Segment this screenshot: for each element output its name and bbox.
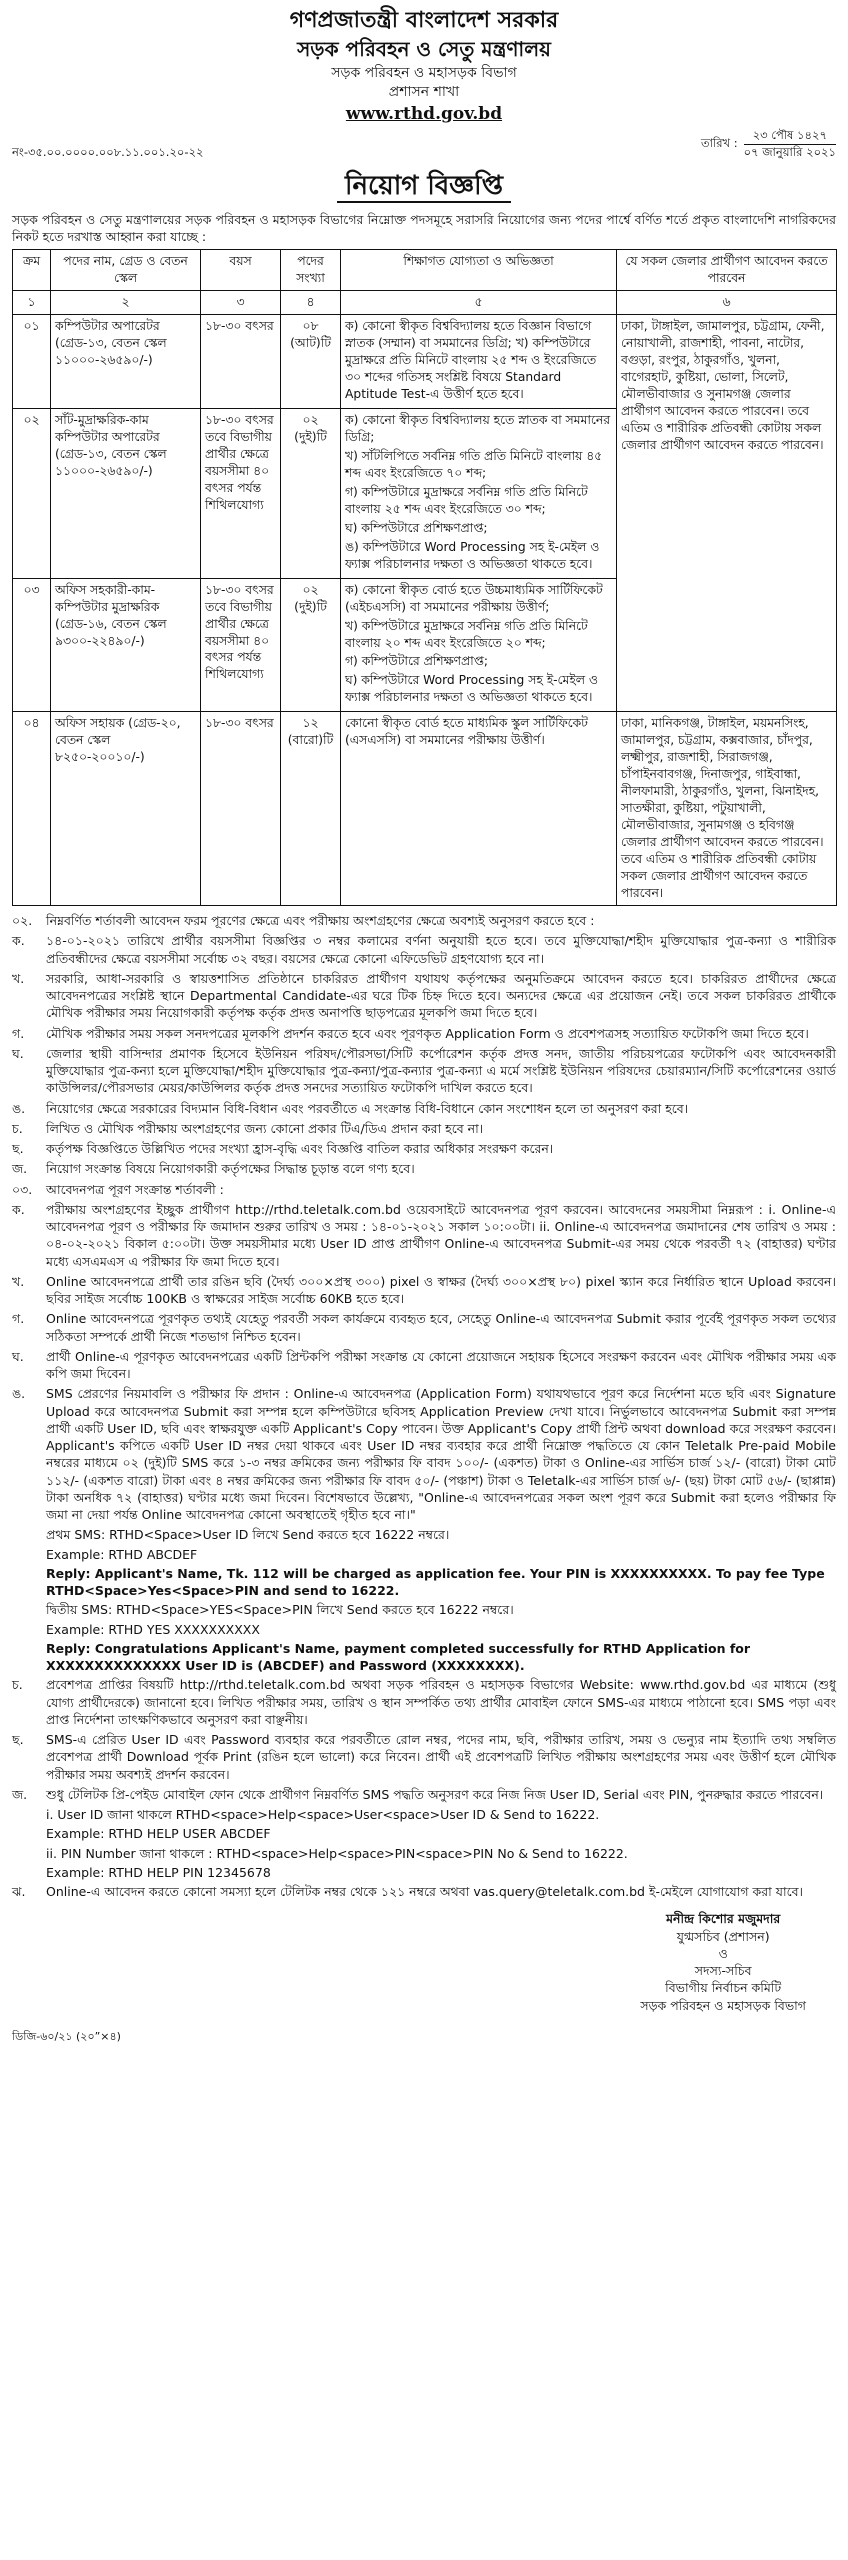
column-number: ৫ bbox=[341, 291, 617, 315]
term-item bbox=[12, 1883, 836, 1900]
column-header: ক্রম bbox=[13, 250, 51, 291]
term-text: জেলার স্থায়ী বাসিন্দার প্রমাণক হিসেবে ইউনিয়ন পরিষদ/পৌরসভা/সিটি কর্পোরেশন কর্তৃক প্রদত্ত সনদ, জাতীয় পরিচয়পত্রের ফটোকপি এবং আবেদনকারী মুক্তিযোদ্ধার পুত্র-কন্যা হলে মুক্তিযোদ্ধা/শহীদ মুক্তিযোদ্ধার পুত্র-কন্যা/পুত্র-কন্যার পুত্র-কন্যা এ মর্মে সংশ্লিষ্ট ইউনিয়ন পরিষদের চেয়ারম্যান/সিটি কর্পোরেশনের ওয়ার্ড কাউন্সিলর/পৌরসভার মেয়র/কাউন্সিলর কর্তৃক প্রদত্ত সনদের সত্যায়িত ফটোকপি দাখিল করতে হবে। bbox=[46, 1045, 836, 1096]
row-post-name: কম্পিউটার অপারেটর (গ্রেড-১৩, বেতন স্কেল ১১০০০-২৬৫৯০/-) bbox=[51, 315, 201, 409]
section-title: প্রশাসন শাখা bbox=[388, 84, 460, 101]
row-serial: ০১ bbox=[13, 315, 51, 409]
term-text: Online-এ আবেদন করতে কোনো সমস্যা হলে টেলিটক নম্বর থেকে ১২১ নম্বরে অথবা vas.query@teletalk.com.bd ই-মেইলে যোগাযোগ করা যাবে। bbox=[46, 1884, 804, 1900]
term-label: ঘ. bbox=[12, 1348, 24, 1364]
term-label: খ. bbox=[12, 970, 25, 986]
sms-line: Example: RTHD HELP PIN 12345678 bbox=[46, 1864, 271, 1880]
column-header: বয়স bbox=[201, 250, 281, 291]
term-label: জ. bbox=[12, 1161, 28, 1177]
row-districts: ঢাকা, মানিকগঞ্জ, টাঙ্গাইল, ময়মনসিংহ, জামালপুর, চট্টগ্রাম, কক্সবাজার, চাঁদপুর, লক্ষ্মীপুর, রাজশাহী, সিরাজগঞ্জ, চাঁপাইনবাবগঞ্জ, দিনাজপুর, গাইবান্ধা, নীলফামারী, ঠাকুরগাঁও, খুলনা, ঝিনাইদহ, সাতক্ষীরা, কুষ্টিয়া, পটুয়াখালী, মৌলভীবাজার, সুনামগঞ্জ ও হবিগঞ্জ জেলার প্রার্থীগণ আবেদন করতে পারবেন। তবে এতিম ও শারীরিক প্রতিবন্ধী কোটায় সকল জেলার প্রার্থীগণ আবেদন করতে পারবেন। bbox=[617, 712, 837, 906]
qualification-line: ঙ) কম্পিউটারে Word Processing সহ ই-মেইল ও ফ্যাক্স পরিচালনার দক্ষতা ও অভিজ্ঞতা থাকতে হবে। bbox=[345, 539, 600, 571]
term-label: ক. bbox=[12, 1201, 25, 1217]
table-row bbox=[13, 315, 837, 409]
row-serial: ০৩ bbox=[13, 578, 51, 712]
term-item bbox=[12, 1385, 836, 1523]
notice-title: নিয়োগ বিজ্ঞপ্তি bbox=[12, 169, 836, 205]
sms-line: ii. PIN Number জানা থাকলে : RTHD<space>Help<space>PIN<space>PIN No & Send to 16222. bbox=[46, 1845, 628, 1861]
term-label: গ. bbox=[12, 1025, 25, 1041]
term-text: SMS প্রেরণের নিয়মাবলি ও পরীক্ষার ফি প্রদান : Online-এ আবেদনপত্র (Application Form) যথাযথভাবে পূরণ করে নির্দেশনা মতে ছবি এবং Signature Upload করে আবেদনপত্র Submit করা সম্পন্ন হলে কম্পিউটারে ছবিসহ Application Preview দেখা যাবে। নির্ভুলভাবে আবেদনপত্র Submit করা সম্পন্ন প্রার্থী একটি User ID, ছবি এবং স্বাক্ষরযুক্ত একটি Applicant's Copy পাবেন। উক্ত Applicant's Copy প্রার্থী প্রিন্ট অথবা download করে সংরক্ষণ করবেন। Applicant's কপিতে একটি User ID নম্বর দেয়া থাকবে এবং User ID নম্বর ব্যবহার করে প্রার্থী নিম্নোক্ত পদ্ধতিতে যে কোন Teletalk Pre-paid Mobile নম্বরের মাধ্যমে ০২ (দুই)টি SMS করে ১-৩ নম্বর ক্রমিকের জন্য পরীক্ষার ফি বাবদ ১০০/- (একশত) টাকা ও Online-এর সার্ভিস চার্জ ১২/- (বারো) টাকা মোট ১১২/- (একশত বারো) টাকা এবং ৪ নম্বর ক্রমিকের জন্য পরীক্ষার ফি বাবদ ৫০/- (পঞ্চাশ) টাকা ও Teletalk-এর সার্ভিস চার্জ ৬/- (ছয়) টাকা মোট ৫৬/- (ছাপ্পান্ন) টাকা অনধিক ৭২ (বাহাত্তর) ঘণ্টার মধ্যে জমা দিবেন। বিশেষভাবে উল্লেখ্য, "Online-এ আবেদনপত্রের সকল অংশ পূরণ করে Submit করা হলেও পরীক্ষার ফি জমা না দেয়া পর্যন্ত Online আবেদনপত্র কোনো অবস্থাতেই গৃহীত হবে না।" bbox=[46, 1386, 836, 1523]
term-label: ০৩. bbox=[12, 1181, 33, 1197]
term-text: SMS-এ প্রেরিত User ID এবং Password ব্যবহার করে পরবর্তীতে রোল নম্বর, পদের নাম, ছবি, পরীক্ষার তারিখ, সময় ও ভেন্যুর নাম ইত্যাদি তথ্য সম্বলিত প্রবেশপত্র প্রার্থী Download পূর্বক Print (রঙিন হলে ভালো) করে নিবেন। প্রার্থী এই প্রবেশপত্রটি লিখিত পরীক্ষায় অংশগ্রহণের সময় এবং উত্তীর্ণ হলে মৌখিক পরীক্ষার সময় অবশ্যই প্রদর্শন করবেন। bbox=[46, 1732, 836, 1782]
term-item bbox=[12, 1348, 836, 1383]
terms-section bbox=[12, 912, 836, 1523]
sms-line: দ্বিতীয় SMS: RTHD<Space>YES<Space>PIN লিখে Send করতে হবে 16222 নম্বরে। bbox=[46, 1602, 514, 1618]
qualification-line: গ) কম্পিউটারে মুদ্রাক্ষরে সর্বনিম্ন গতি প্রতি মিনিটে বাংলায় ২৫ শব্দ এবং ইংরেজিতে ৩০ শব্দ; bbox=[345, 484, 588, 516]
website-link[interactable]: www.rthd.gov.bd bbox=[345, 103, 503, 124]
row-post-name: অফিস সহকারী-কাম-কম্পিউটার মুদ্রাক্ষরিক (গ্রেড-১৬, বেতন স্কেল ৯৩০০-২২৪৯০/-) bbox=[51, 578, 201, 712]
qualification-line: খ) সাঁটলিপিতে সর্বনিম্ন গতি প্রতি মিনিটে বাংলায় ৪৫ শব্দ এবং ইংরেজিতে ৭০ শব্দ; bbox=[345, 448, 603, 480]
term-label: ০২. bbox=[12, 913, 33, 929]
term-label: ঙ. bbox=[12, 1100, 26, 1116]
row-serial: ০২ bbox=[13, 408, 51, 578]
row-age-limit: ১৮-৩০ বৎসর তবে বিভাগীয় প্রার্থীর ক্ষেত্রে বয়সসীমা ৪০ বৎসর পর্যন্ত শিথিলযোগ্য bbox=[201, 408, 281, 578]
term-text: নিম্নবর্ণিত শর্তাবলী আবেদন ফরম পূরণের ক্ষেত্রে এবং পরীক্ষায় অংশগ্রহণের ক্ষেত্রে অবশ্যই অনুসরণ করতে হবে : bbox=[46, 913, 595, 929]
table-row bbox=[13, 712, 837, 906]
column-number: ৩ bbox=[201, 291, 281, 315]
reference-row bbox=[12, 128, 836, 161]
qualification-line: ক) কোনো স্বীকৃত বিশ্ববিদ্যালয় হতে বিজ্ঞান বিভাগে স্নাতক (সম্মান) বা সমমানের ডিগ্রি; খ) কম্পিউটারে মুদ্রাক্ষরে প্রতি মিনিটে বাংলায় ২৫ শব্দ ও ইংরেজিতে ৩০ শব্দের গতিসহ সংশ্লিষ্ট বিষয়ে Standard Aptitude Test-এ উত্তীর্ণ হতে হবে। bbox=[345, 319, 597, 401]
signatory-and: ও bbox=[718, 1945, 728, 1961]
term-text: লিখিত ও মৌখিক পরীক্ষায় অংশগ্রহণের জন্য কোনো প্রকার টিএ/ডিএ প্রদান করা হবে না। bbox=[46, 1120, 484, 1136]
ministry-title: সড়ক পরিবহন ও সেতু মন্ত্রণালয় bbox=[297, 37, 551, 62]
term-item bbox=[12, 1181, 836, 1198]
column-number: ১ bbox=[13, 291, 51, 315]
term-item bbox=[12, 1273, 836, 1308]
row-age-limit: ১৮-৩০ বৎসর bbox=[201, 712, 281, 906]
sms-line: Reply: Applicant's Name, Tk. 112 will be charged as application fee. Your PIN is XXXXXXXXXX. To pay fee Type RTHD<Space>Yes<Space>PIN and send to 16222. bbox=[46, 1565, 825, 1599]
term-text: নিয়োগ সংক্রান্ত বিষয়ে নিয়োগকারী কর্তৃপক্ষের সিদ্ধান্ত চূড়ান্ত বলে গণ্য হবে। bbox=[46, 1161, 415, 1177]
term-label: চ. bbox=[12, 1120, 23, 1136]
signatory-division: সড়ক পরিবহন ও মহাসড়ক বিভাগ bbox=[640, 1997, 806, 2013]
notice-page bbox=[12, 0, 836, 2043]
term-text: প্রবেশপত্র প্রাপ্তির বিষয়টি http://rthd.teletalk.com.bd অথবা সড়ক পরিবহন ও মহাসড়ক বিভাগের Website: www.rthd.gov.bd এর মাধ্যমে (শুধু যোগ্য প্রার্থীদেরকে) জানানো হবে। লিখিত পরীক্ষার সময়, তারিখ ও স্থান সম্পর্কিত তথ্য প্রার্থীর মোবাইল ফোনে SMS-এর মাধ্যমে পাঠানো হবে। SMS পড়া এবং প্রাপ্ত নির্দেশনা তাৎক্ষণিকভাবে অনুসরণ করা বাঞ্ছনীয়। bbox=[46, 1677, 836, 1727]
column-header: পদের নাম, গ্রেড ও বেতন স্কেল bbox=[51, 250, 201, 291]
column-header: পদের সংখ্যা bbox=[281, 250, 341, 291]
column-header: শিক্ষাগত যোগ্যতা ও অভিজ্ঞতা bbox=[341, 250, 617, 291]
term-label: ঝ. bbox=[12, 1884, 26, 1900]
term-label: ছ. bbox=[12, 1732, 24, 1748]
row-post-count: ০২ (দুই)টি bbox=[281, 578, 341, 712]
term-label: ক. bbox=[12, 933, 25, 949]
print-code: ডিজি-৬০/২১ (২০”×৪) bbox=[12, 2029, 121, 2043]
row-post-name: অফিস সহায়ক (গ্রেড-২০, বেতন স্কেল ৮২৫০-২০০১০/-) bbox=[51, 712, 201, 906]
posts-table bbox=[12, 249, 837, 906]
sms-recovery-instructions bbox=[12, 1806, 836, 1881]
qualification-line: কোনো স্বীকৃত বোর্ড হতে মাধ্যমিক স্কুল সার্টিফিকেট (এসএসসি) বা সমমানের পরীক্ষায় উত্তীর্ণ। bbox=[345, 716, 588, 748]
terms-section-3 bbox=[12, 1883, 836, 1900]
term-label: ছ. bbox=[12, 1141, 24, 1157]
sms-line: Example: RTHD YES XXXXXXXXXX bbox=[46, 1621, 260, 1637]
division-title: সড়ক পরিবহন ও মহাসড়ক বিভাগ bbox=[331, 64, 517, 81]
term-item bbox=[12, 1310, 836, 1345]
qualification-line: ঘ) কম্পিউটারে প্রশিক্ষণপ্রাপ্ত; bbox=[345, 520, 488, 535]
term-item bbox=[12, 932, 836, 967]
row-post-count: ০২ (দুই)টি bbox=[281, 408, 341, 578]
row-age-limit: ১৮-৩০ বৎসর bbox=[201, 315, 281, 409]
intro-text: সড়ক পরিবহন ও সেতু মন্ত্রণালয়ের সড়ক পরিবহন ও মহাসড়ক বিভাগের নিম্নোক্ত পদসমূহে সরাসরি নিয়োগের জন্য পদের পার্শ্বে বর্ণিত শর্তে প্রকৃত বাংলাদেশি নাগরিকদের নিকট হতে দরখাস্ত আহ্বান করা যাচ্ছে : bbox=[12, 211, 836, 244]
row-post-count: ০৮ (আট)টি bbox=[281, 315, 341, 409]
signatory-designation: যুগ্মসচিব (প্রশাসন) bbox=[676, 1928, 770, 1944]
memo-number: নং-৩৫.০০.০০০০.০০৮.১১.০০১.২০-২২ bbox=[12, 144, 204, 159]
term-text: ১৪-০১-২০২১ তারিখে প্রার্থীর বয়সসীমা বিজ্ঞপ্তির ৩ নম্বর কলামের বর্ণনা অনুযায়ী হতে হবে। তবে মুক্তিযোদ্ধা/শহীদ মুক্তিযোদ্ধার পুত্র-কন্যা ও শারীরিক প্রতিবন্ধীদের ক্ষেত্রে বয়সসীমা সর্বোচ্চ ৩২ বছর। বয়সের ক্ষেত্রে কোনো এফিডেভিট গ্রহণযোগ্য হবে না। bbox=[46, 933, 836, 966]
sms-line: Example: RTHD HELP USER ABCDEF bbox=[46, 1826, 271, 1842]
term-text: Online আবেদনপত্রে পূরণকৃত তথ্যই যেহেতু পরবর্তী সকল কার্যক্রমে ব্যবহৃত হবে, সেহেতু Online-এ আবেদনপত্র Submit করার পূর্বেই পূরণকৃত সকল তথ্যের সঠিকতা সম্পর্কে প্রার্থী নিজে শতভাগ নিশ্চিত হবেন। bbox=[46, 1311, 836, 1344]
term-item bbox=[12, 1025, 836, 1042]
term-item bbox=[12, 1140, 836, 1157]
row-qualification bbox=[341, 712, 617, 906]
qualification-line: গ) কম্পিউটারে প্রশিক্ষণপ্রাপ্ত; bbox=[345, 654, 488, 669]
sms-instructions bbox=[12, 1526, 836, 1674]
qualification-line: ক) কোনো স্বীকৃত বিশ্ববিদ্যালয় হতে স্নাতক বা সমমানের ডিগ্রি; bbox=[345, 412, 610, 444]
term-label: চ. bbox=[12, 1677, 23, 1693]
date-bangla: ২৩ পৌষ ১৪২৭ bbox=[744, 128, 836, 145]
signature-block bbox=[12, 1910, 836, 2014]
term-item bbox=[12, 1120, 836, 1137]
row-qualification bbox=[341, 315, 617, 409]
term-item bbox=[12, 1786, 836, 1803]
terms-section-2 bbox=[12, 1676, 836, 1803]
signatory-committee: বিভাগীয় নির্বাচন কমিটি bbox=[665, 1980, 782, 1996]
term-text: আবেদনপত্র পূরণ সংক্রান্ত শর্তাবলী : bbox=[46, 1181, 224, 1197]
column-header: যে সকল জেলার প্রার্থীগণ আবেদন করতে পারবেন bbox=[617, 250, 837, 291]
qualification-line: ক) কোনো স্বীকৃত বোর্ড হতে উচ্চমাধ্যমিক সার্টিফিকেট (এইচএসসি) বা সমমানের পরীক্ষায় উত্তীর্ণ; bbox=[345, 582, 603, 614]
govt-title: গণপ্রজাতন্ত্রী বাংলাদেশ সরকার bbox=[289, 8, 559, 33]
term-text: নিয়োগের ক্ষেত্রে সরকারের বিদ্যমান বিধি-বিধান এবং পরবর্তীতে এ সংক্রান্ত বিধি-বিধানে কোন সংশোধন হলে তা অনুসরণ করা হবে। bbox=[46, 1100, 689, 1116]
row-age-limit: ১৮-৩০ বৎসর তবে বিভাগীয় প্রার্থীর ক্ষেত্রে বয়সসীমা ৪০ বৎসর পর্যন্ত শিথিলযোগ্য bbox=[201, 578, 281, 712]
sms-line: Example: RTHD ABCDEF bbox=[46, 1546, 198, 1562]
letterhead bbox=[12, 6, 836, 126]
row-post-name: সাঁট-মুদ্রাক্ষরিক-কাম কম্পিউটার অপারেটর (গ্রেড-১৩, বেতন স্কেল ১১০০০-২৬৫৯০/-) bbox=[51, 408, 201, 578]
term-text: শুধু টেলিটক প্রি-পেইড মোবাইল ফোন থেকে প্রার্থীগণ নিম্নবর্ণিত SMS পদ্ধতি অনুসরণ করে নিজ নিজ User ID, Serial এবং PIN, পুনরুদ্ধার করতে পারবেন। bbox=[46, 1786, 824, 1802]
row-qualification bbox=[341, 578, 617, 712]
term-item bbox=[12, 912, 836, 929]
qualification-line: খ) কম্পিউটারে মুদ্রাক্ষরে সর্বনিম্ন গতি প্রতি মিনিটে বাংলায় ২০ শব্দ এবং ইংরেজিতে ২০ শব্দ; bbox=[345, 618, 588, 650]
term-item bbox=[12, 1045, 836, 1097]
term-item bbox=[12, 970, 836, 1022]
term-label: খ. bbox=[12, 1273, 25, 1289]
term-item bbox=[12, 1100, 836, 1117]
row-districts: ঢাকা, টাঙ্গাইল, জামালপুর, চট্টগ্রাম, ফেনী, নোয়াখালী, রাজশাহী, পাবনা, নাটোর, বগুড়া, রংপুর, ঠাকুরগাঁও, খুলনা, বাগেরহাট, কুষ্টিয়া, ভোলা, সিলেট, মৌলভীবাজার ও সুনামগঞ্জ জেলার প্রার্থীগণ আবেদন করতে পারবেন। তবে এতিম ও শারীরিক প্রতিবন্ধী কোটায় সকল জেলার প্রার্থীগণ আবেদন করতে পারবেন। bbox=[617, 315, 837, 712]
row-post-count: ১২ (বারো)টি bbox=[281, 712, 341, 906]
column-number: ২ bbox=[51, 291, 201, 315]
date-block bbox=[701, 128, 836, 161]
signatory-name: মনীন্দ্র কিশোর মজুমদার bbox=[666, 1911, 781, 1927]
column-number: ৪ bbox=[281, 291, 341, 315]
term-text: প্রার্থী Online-এ পূরণকৃত আবেদনপত্রের একটি প্রিন্টকপি পরীক্ষা সংক্রান্ত যে কোনো প্রয়োজনে সহায়ক হিসেবে সংরক্ষণ করবেন এবং মৌখিক পরীক্ষার সময় এক কপি জমা দিবেন। bbox=[46, 1348, 836, 1382]
date-english: ০৭ জানুয়ারি ২০২১ bbox=[743, 144, 836, 159]
term-label: ঘ. bbox=[12, 1045, 24, 1061]
sms-line: প্রথম SMS: RTHD<Space>User ID লিখে Send করতে হবে 16222 নম্বরে। bbox=[46, 1527, 450, 1543]
term-item bbox=[12, 1160, 836, 1177]
term-label: গ. bbox=[12, 1311, 25, 1327]
term-item bbox=[12, 1731, 836, 1783]
row-qualification bbox=[341, 408, 617, 578]
qualification-line: ঘ) কম্পিউটারে Word Processing সহ ই-মেইল ও ফ্যাক্স পরিচালনার দক্ষতা ও অভিজ্ঞতা থাকতে হবে। bbox=[345, 673, 598, 705]
term-item bbox=[12, 1676, 836, 1728]
signatory-role: সদস্য-সচিব bbox=[694, 1963, 752, 1979]
term-text: Online আবেদনপত্রে প্রার্থী তার রঙিন ছবি (দৈর্ঘ্য ৩০০×প্রস্থ ৩০০) pixel ও স্বাক্ষর (দৈর্ঘ্য ৩০০×প্রস্থ ৮০) pixel স্ক্যান করে নির্ধারিত স্থানে Upload করবেন। ছবির সাইজ সর্বোচ্চ 100KB ও স্বাক্ষরের সাইজ সর্বোচ্চ 60KB হতে হবে। bbox=[46, 1273, 836, 1307]
term-text: কর্তৃপক্ষ বিজ্ঞপ্তিতে উল্লিখিত পদের সংখ্যা হ্রাস-বৃদ্ধি এবং বিজ্ঞপ্তি বাতিল করার অধিকার সংরক্ষণ করেন। bbox=[46, 1141, 554, 1157]
row-serial: ০৪ bbox=[13, 712, 51, 906]
term-label: জ. bbox=[12, 1786, 28, 1802]
term-text: পরীক্ষায় অংশগ্রহণের ইচ্ছুক প্রার্থীগণ http://rthd.teletalk.com.bd ওয়েবসাইটে আবেদনপত্র পূরণ করবেন। আবেদনের সময়সীমা নিম্নরূপ : i. Online-এ আবেদনপত্র পূরণ ও পরীক্ষার ফি জমাদান শুরুর তারিখ ও সময় : ১৪-০১-২০২১ সকাল ১০:০০টা। ii. Online-এ আবেদনপত্র জমাদানের শেষ তারিখ ও সময় : ০৪-০২-২০২১ বিকাল ৫:০০টা। উক্ত সময়সীমার মধ্যে User ID প্রাপ্ত প্রার্থীগণ Online-এ আবেদনপত্র Submit-এর সময় থেকে পরবর্তী ৭২ (বাহাত্তর) ঘণ্টার মধ্যে এসএমএস এ পরীক্ষার ফি জমা দিতে হবে। bbox=[46, 1201, 836, 1269]
sms-line: i. User ID জানা থাকলে RTHD<space>Help<space>User<space>User ID & Send to 16222. bbox=[46, 1807, 600, 1823]
sms-line: Reply: Congratulations Applicant's Name, payment completed successfully for RTHD Application for XXXXXXXXXXXXXX User ID is (ABCDEF) and Password (XXXXXXXX). bbox=[46, 1640, 751, 1674]
term-text: সরকারি, আধা-সরকারি ও স্বায়ত্তশাসিত প্রতিষ্ঠানে চাকরিরত প্রার্থীগণ যথাযথ কর্তৃপক্ষের অনুমতিক্রমে আবেদন করতে হবে। চাকরিরত প্রার্থীদের ক্ষেত্রে আবেদনপত্রের সংশ্লিষ্ট স্থানে Departmental Candidate-এর ঘরে টিক চিহ্ন দিতে হবে। অন্যদের ক্ষেত্রে এর প্রয়োজন নেই। তবে সকল চাকরিরত প্রার্থীকে মৌখিক পরীক্ষার সময় নিয়োগকারী কর্তৃপক্ষ কর্তৃক প্রদত্ত অনাপত্তি ছাড়পত্রের মূলকপি জমা দিতে হবে। bbox=[46, 970, 836, 1021]
term-label: ঙ. bbox=[12, 1386, 26, 1402]
date-label: তারিখ : bbox=[700, 136, 738, 151]
column-number: ৬ bbox=[617, 291, 837, 315]
term-item bbox=[12, 1201, 836, 1270]
term-text: মৌখিক পরীক্ষার সময় সকল সনদপত্রের মূলকপি প্রদর্শন করতে হবে এবং পূরণকৃত Application Form ও প্রবেশপত্রসহ সত্যায়িত ফটোকপি জমা দিতে হবে। bbox=[46, 1025, 809, 1041]
